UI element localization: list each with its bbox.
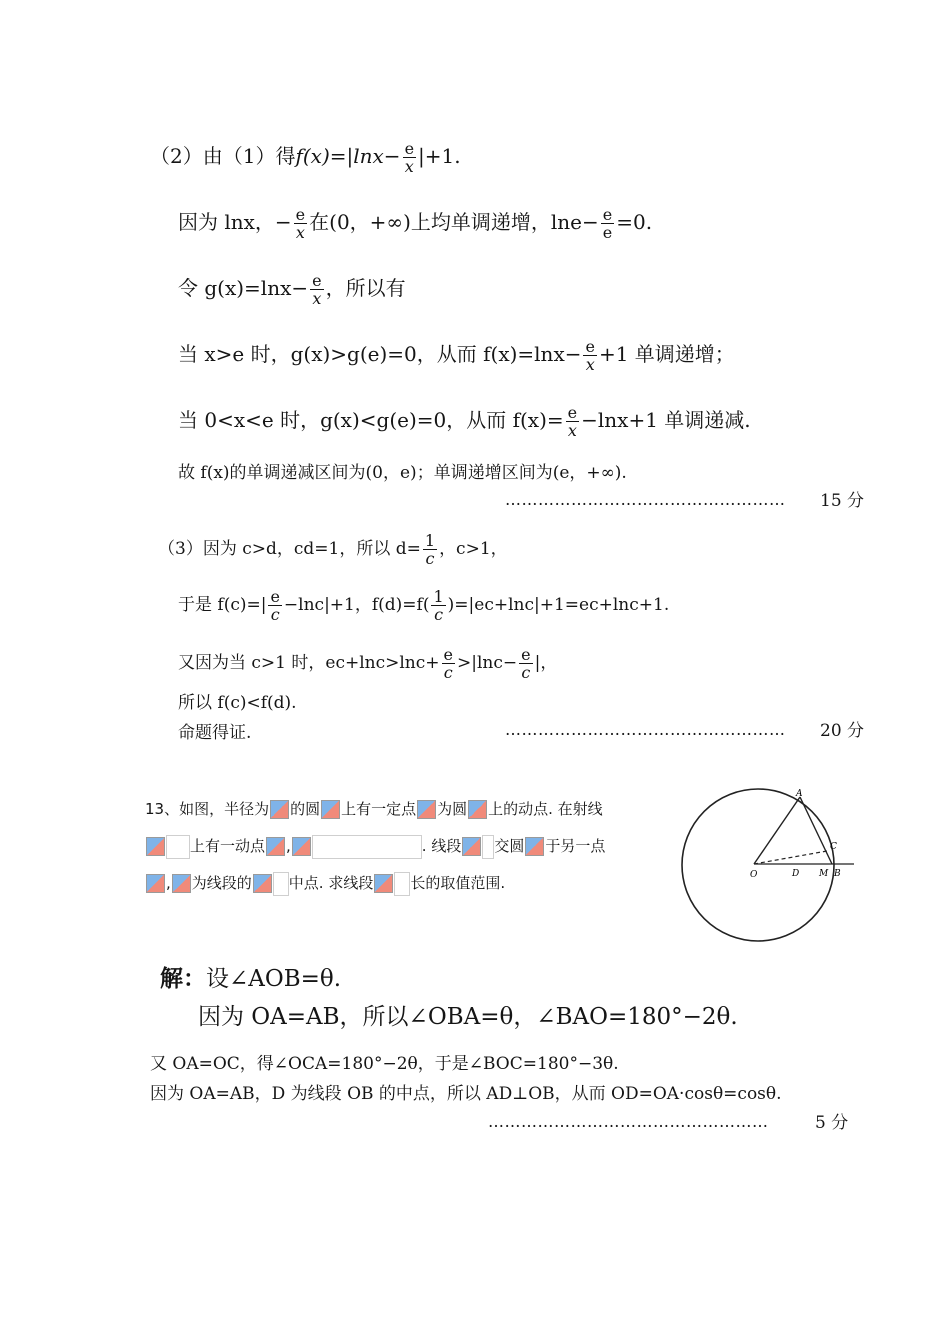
fraction: $\frac{e}{e}$ — [602, 205, 613, 242]
fraction: $\frac{e}{c}$ — [521, 645, 531, 682]
score-20: 20 分 — [820, 721, 865, 741]
part2-line2: 因为 lnx，− $\frac{e}{x}$ 在(0，+∞)上均单调递增，lne− $\frac{e}{e}$ =0. — [178, 205, 653, 242]
image-placeholder — [166, 835, 190, 859]
part3-line3: 又因为当 c>1 时，ec+lnc>lnc+ $\frac{e}{c}$ >|lnc− $\frac{e}{c}$ |， — [178, 645, 558, 682]
fraction: $\frac{e}{x}$ — [295, 205, 306, 242]
fraction: $\frac{1}{c}$ — [433, 587, 444, 624]
solution-line3: 又 OA=OC，得∠OCA=180°−2θ，于是∠BOC=180°−3θ. — [150, 1054, 619, 1074]
broken-image-icon — [253, 874, 272, 893]
score-5: 5 分 — [815, 1113, 849, 1133]
fraction: $\frac{e}{x}$ — [312, 271, 322, 308]
circle-o — [682, 789, 834, 941]
broken-image-icon — [172, 874, 191, 893]
part2-line3: 令 g(x)=lnx− $\frac{e}{x}$ ，所以有 — [178, 271, 406, 308]
part2-line5: 当 0<x<e 时，g(x)<g(e)=0，从而 f(x)= $\frac{e}{x}$ −lnx+1 单调递减. — [178, 403, 751, 440]
solution-line2: 因为 OA=AB，所以∠OBA=θ，∠BAO=180°−2θ. — [198, 1004, 738, 1030]
dotted-leader: …………………………………………… — [505, 720, 786, 739]
label-m: M — [819, 869, 829, 879]
circle-geometry-figure — [672, 785, 862, 945]
solution-line1: 解：设∠AOB=θ. — [160, 965, 342, 992]
fraction: $\frac{e}{x}$ — [404, 139, 415, 176]
label-b: B — [834, 869, 841, 879]
label-d: D — [792, 869, 800, 879]
image-placeholder — [273, 872, 289, 896]
segment-ab — [800, 797, 832, 864]
dotted-leader: …………………………………………… — [488, 1112, 769, 1131]
fraction: $\frac{1}{c}$ — [424, 531, 436, 568]
broken-image-icon — [468, 800, 487, 819]
problem13-line3: , 为线段的 中点. 求线段 长的取值范围. — [145, 870, 505, 896]
fraction: $\frac{e}{c}$ — [443, 645, 453, 682]
problem13-line2: 上有一动点 , . 线段 交圆 于另一点 — [145, 833, 605, 859]
image-placeholder — [312, 835, 422, 859]
part3-line5: 命题得证. — [178, 723, 252, 743]
label-o: O — [750, 870, 758, 880]
broken-image-icon — [266, 837, 285, 856]
part2-line6: 故 f(x)的单调递减区间为(0，e)；单调递增区间为(e，+∞). — [178, 463, 627, 483]
problem13-line1: 13、如图，半径为 的圆 上有一定点 为圆 上的动点. 在射线 — [145, 800, 603, 818]
part2-line4: 当 x>e 时，g(x)>g(e)=0，从而 f(x)=lnx− $\frac{e}{x}$ +1 单调递增； — [178, 337, 735, 374]
broken-image-icon — [146, 837, 165, 856]
broken-image-icon — [321, 800, 340, 819]
broken-image-icon — [525, 837, 544, 856]
score-15: 15 分 — [820, 491, 865, 511]
fraction: $\frac{e}{c}$ — [270, 587, 280, 624]
broken-image-icon — [146, 874, 165, 893]
segment-oa — [754, 797, 800, 864]
label-a: A — [796, 789, 803, 799]
part3-line1: （3）因为 c>d，cd=1，所以 d= $\frac{1}{c}$ ，c>1， — [158, 531, 508, 568]
image-placeholder — [394, 872, 410, 896]
image-placeholder — [482, 835, 494, 859]
part2-line1: （2）由（1）得f(x)=|lnx− $\frac{e}{x}$ |+1. — [150, 139, 461, 176]
broken-image-icon — [292, 837, 311, 856]
label-c: C — [830, 842, 837, 852]
fraction: $\frac{e}{x}$ — [585, 337, 595, 374]
fraction: $\frac{e}{x}$ — [567, 403, 578, 440]
broken-image-icon — [462, 837, 481, 856]
broken-image-icon — [417, 800, 436, 819]
segment-oc — [754, 851, 827, 864]
part3-line2: 于是 f(c)=| $\frac{e}{c}$ −lnc|+1，f(d)=f( $\frac{1}{c}$ )=|ec+lnc|+1=ec+lnc+1. — [178, 587, 670, 624]
part3-line4: 所以 f(c)<f(d). — [178, 693, 297, 713]
broken-image-icon — [270, 800, 289, 819]
solution-line4: 因为 OA=AB，D 为线段 OB 的中点，所以 AD⊥OB，从而 OD=OA·cosθ=cosθ. — [150, 1084, 782, 1104]
broken-image-icon — [374, 874, 393, 893]
dotted-leader: …………………………………………… — [505, 490, 786, 509]
